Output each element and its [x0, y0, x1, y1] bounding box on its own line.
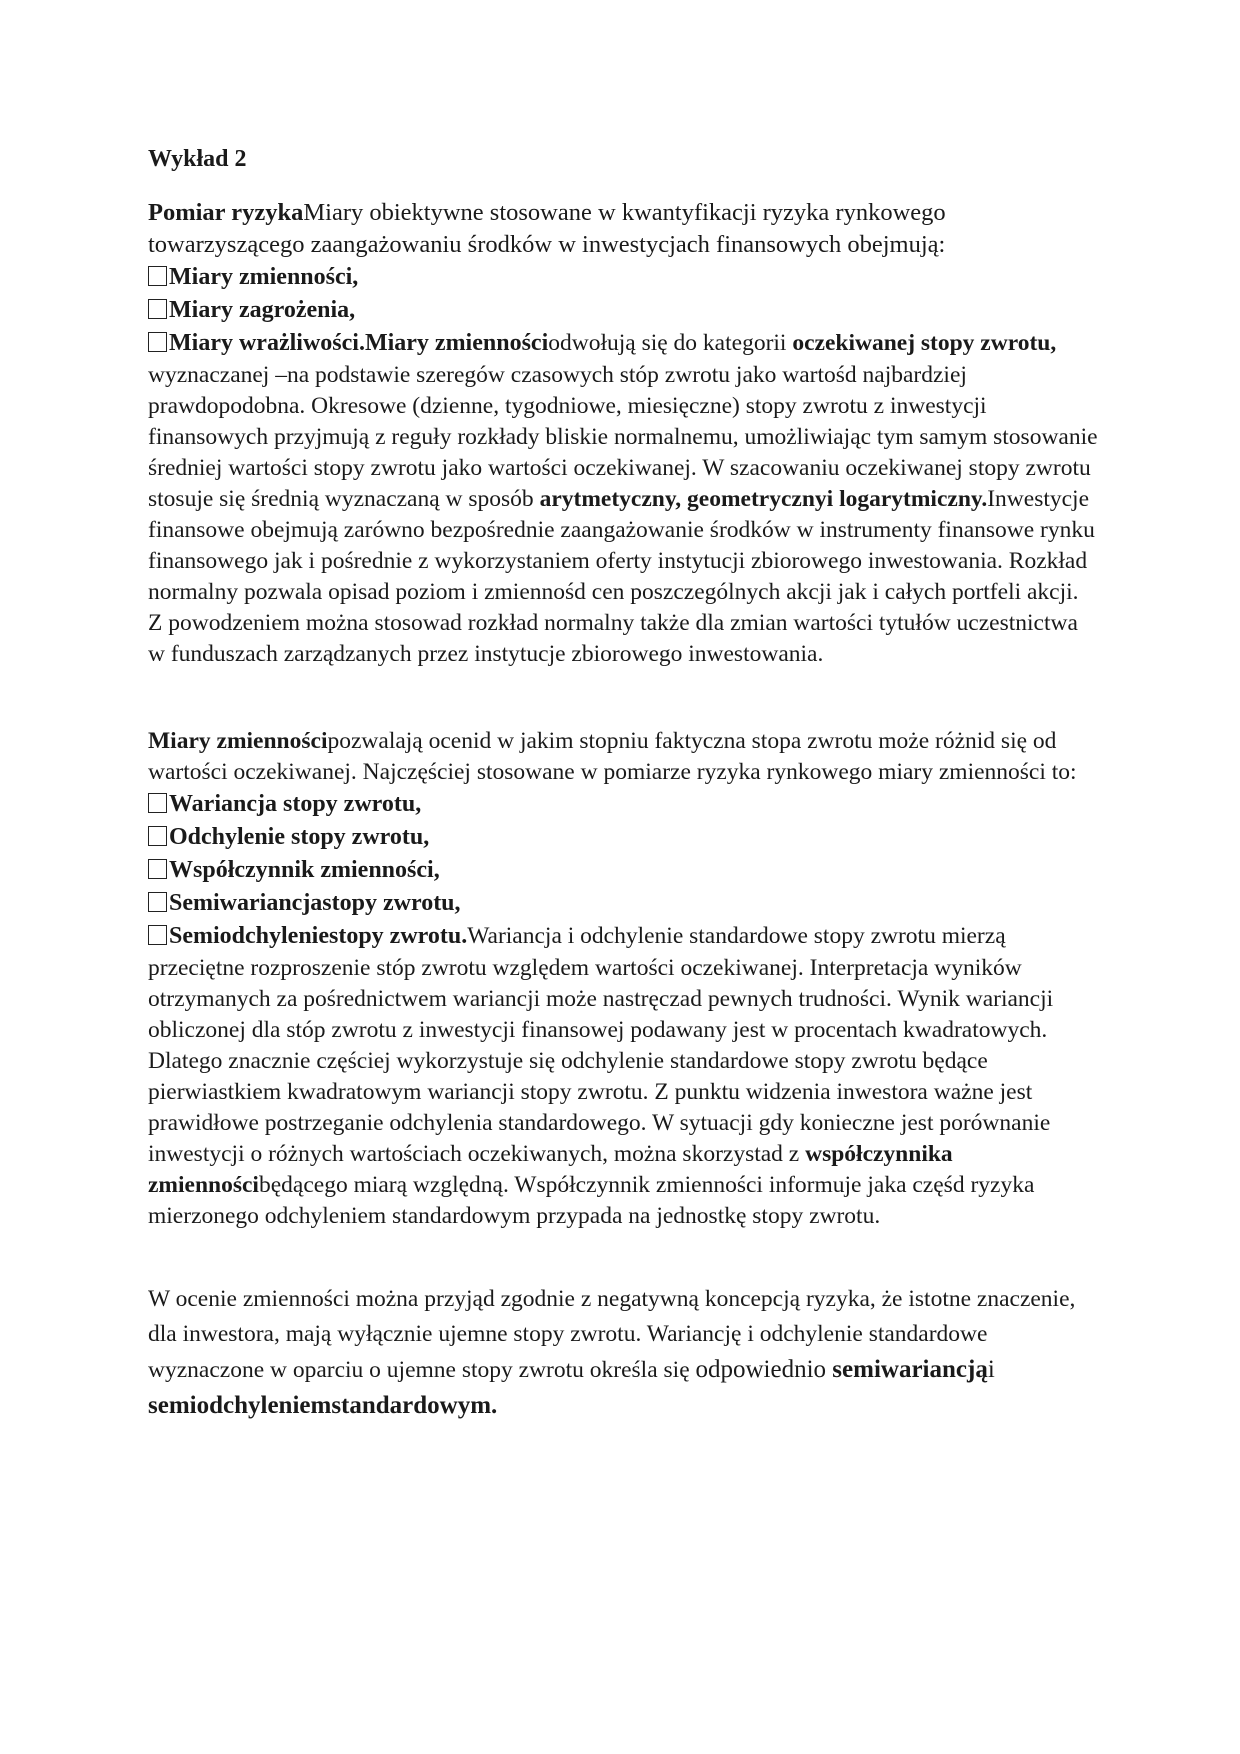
- term-logarytmiczny: logarytmiczny.: [839, 486, 988, 512]
- paragraph-miary-zmiennosci-2: Miary zmiennościpozwalają ocenid w jakim stopniu faktyczna stopa zwrotu może różnid się od wartości oczekiwanej. Najczęściej stosowane w pomiarze ryzyka rynkowego miary zmienności to:: [148, 728, 1077, 785]
- checkbox-glyph-icon: [148, 332, 167, 352]
- list-item: Wariancja stopy zwrotu,: [148, 788, 1098, 821]
- term-methods: arytmetyczny, geometrycznyi: [539, 486, 834, 512]
- paragraph-wariancja: Semiodchyleniestopy zwrotu.Wariancja i odchylenie standardowe stopy zwrotu mierzą przeciętne rozproszenie stóp zwrotu względem wartości oczekiwanej. Interpretacja wyników otrzymanych za pośrednictwem wariancji może nastręczad pewnych trudności. Wynik wariancji obliczonej dla stóp zwrotu z inwestycji finansowej podawany jest w procentach kwadratowych. Dlatego znacznie częściej wykorzystuje się odchylenie standardowe stopy zwrotu będące pierwiastkiem kwadratowym wariancji stopy zwrotu. Z punktu widzenia inwestora ważne jest prawidłowe postrzeganie odchylenia standardowego. W sytuacji gdy konieczne jest porównanie inwestycji o różnych wartościach oczekiwanych, można skorzystad z współczynnika zmiennościbędącego miarą względną. Współczynnik zmienności informuje jaka częśd ryzyka mierzonego odchyleniem standardowym przypada na jednostkę stopy zwrotu.: [148, 923, 1054, 1229]
- term-semiodchylenie: semiodchyleniemstandardowym.: [148, 1392, 498, 1419]
- checkbox-glyph-icon: [148, 925, 167, 945]
- checkbox-glyph-icon: [148, 892, 167, 912]
- term-miary-zmiennosci: Miary zmienności: [364, 330, 549, 356]
- checkbox-glyph-icon: [148, 299, 167, 319]
- heading-pomiar-ryzyka: Pomiar ryzyka: [148, 199, 304, 226]
- checkbox-glyph-icon: [148, 826, 167, 846]
- document-title: Wykład 2: [148, 146, 247, 172]
- list-item: Współczynnik zmienności,: [148, 854, 1098, 887]
- list-item: Odchylenie stopy zwrotu,: [148, 821, 1098, 854]
- intro-text: Miary obiektywne stosowane w kwantyfikacji ryzyka rynkowego towarzyszącego zaangażowaniu środków w inwestycjach finansowych obejmują:: [148, 199, 946, 258]
- paragraph-miary-zmiennosci: Miary wrażliwości.Miary zmiennościodwołują się do kategorii oczekiwanej stopy zwrotu, wyznaczanej –na podstawie szeregów czasowych stóp zwrotu jako wartośd najbardziej prawdopodobna. Okresowe (dzienne, tygodniowe, miesięczne) stopy zwrotu z inwestycji finansowych przyjmują z reguły rozkłady bliskie normalnemu, umożliwiając tym samym stosowanie średniej wartości stopy zwrotu jako wartości oczekiwanej. W szacowaniu oczekiwanej stopy zwrotu stosuje się średnią wyznaczaną w sposób arytmetyczny, geometrycznyi logarytmiczny.Inwestycje finansowe obejmują zarówno bezpośrednie zaangażowanie środków w instrumenty finansowe rynku finansowego jak i pośrednie z wykorzystaniem oferty instytucji zbiorowego inwestowania. Rozkład normalny pozwala opisad poziom i zmiennośd cen poszczególnych akcji jak i całych portfeli akcji. Z powodzeniem można stosowad rozkład normalny także dla zmian wartości tytułów uczestnictwa w funduszach zarządzanych przez instytucje zbiorowego inwestowania.: [148, 330, 1098, 667]
- list-item: Semiwariancjastopy zwrotu,: [148, 887, 1098, 920]
- term-semiwariancja: semiwariancją: [832, 1356, 988, 1383]
- paragraph-pomiar-ryzyka: [148, 197, 1098, 261]
- checkbox-glyph-icon: [148, 793, 167, 813]
- checkbox-glyph-icon: [148, 266, 167, 286]
- term-oczekiwanej-stopy: oczekiwanej stopy zwrotu,: [792, 330, 1057, 356]
- list-item: Semiodchyleniestopy zwrotu.: [148, 923, 467, 949]
- checkbox-glyph-icon: [148, 859, 167, 879]
- term-wspolczynnika-zmiennosci: współczynnika zmienności: [148, 1141, 953, 1198]
- list-item: Miary wrażliwości.Miary zmienności: [148, 330, 548, 356]
- term-miary-zmiennosci-2: Miary zmienności: [148, 728, 328, 754]
- paragraph-semiwariancja: W ocenie zmienności można przyjąd zgodnie z negatywną koncepcją ryzyka, że istotne znaczenie, dla inwestora, mają wyłącznie ujemne stopy zwrotu. Wariancję i odchylenie standardowe wyznaczone w oparciu o ujemne stopy zwrotu określa się odpowiednio semiwariancjąi semiodchyleniemstandardowym.: [148, 1286, 1076, 1419]
- list-item: Miary zagrożenia,: [148, 294, 1098, 327]
- document-page: [148, 146, 1098, 1424]
- list-item: Miary zmienności,: [148, 261, 1098, 294]
